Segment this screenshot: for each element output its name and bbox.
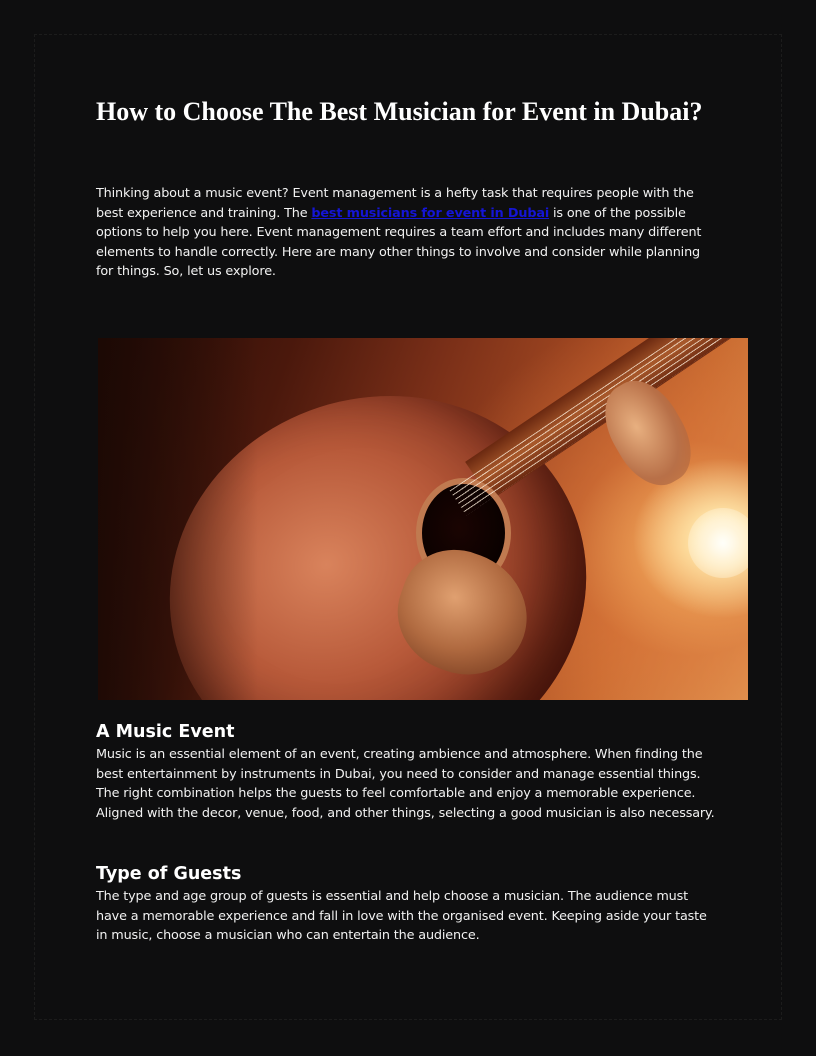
intro-text-before-link: Thinking about a music event? Event management is a hefty task that requires people with the best experience and training. The (96, 186, 694, 221)
section-body-music-event: Music is an essential element of an event, creating ambience and atmosphere. When finding the best entertainment by instruments in Dubai, you need to consider and manage essential things. The right combination helps the guests to feel comfortable and enjoy a memorable experience. Aligned with the decor, venue, food, and other things, selecting a good musician is also necessary. (96, 747, 715, 821)
intro-paragraph (96, 184, 718, 282)
guitarist-photo (98, 338, 748, 700)
document-title: How to Choose The Best Musician for Event in Dubai? (96, 97, 703, 126)
intro-text-after-link: is one of the possible options to help you here. Event management requires a team effort and includes many different elements to handle correctly. Here are many other things to involve and consider while planning for things. So, let us explore. (96, 205, 702, 280)
photo-shadow (98, 338, 258, 700)
musicians-link[interactable]: best musicians for event in Dubai (311, 205, 550, 221)
section-body-type-of-guests: The type and age group of guests is essential and help choose a musician. The audience must have a memorable experience and fall in love with the organised event. Keeping aside your taste in music, choose a musician who can entertain the audience. (96, 889, 707, 944)
section-heading-music-event: A Music Event (96, 722, 235, 742)
section-heading-type-of-guests: Type of Guests (96, 864, 242, 884)
light-flare (688, 508, 748, 578)
